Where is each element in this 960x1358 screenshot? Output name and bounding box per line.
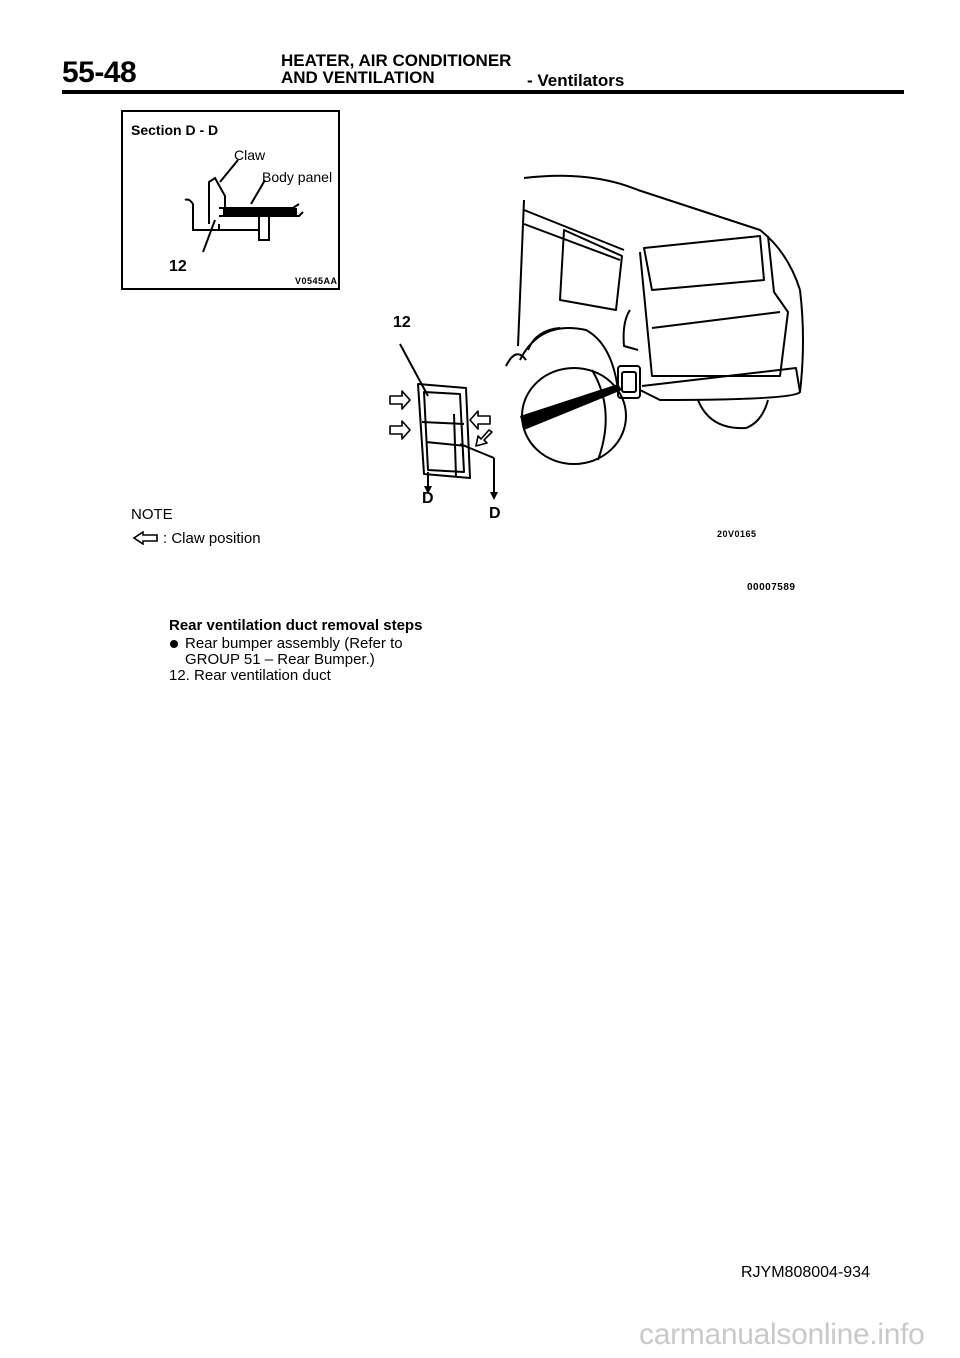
vehicle-rear-illustration (360, 160, 820, 530)
section-drawing (123, 112, 338, 288)
page-number: 55-48 (62, 56, 137, 89)
main-figure-code: 20V0165 (717, 529, 757, 539)
bullet-icon (170, 640, 178, 648)
section-marker-d-left: D (422, 490, 434, 507)
inset-figure-code: V0545AA (295, 276, 338, 286)
figure-id: 00007589 (747, 582, 796, 593)
inset-part-label: 12 (169, 258, 187, 275)
subsection-title: - Ventilators (527, 71, 625, 90)
section-title-line2: AND VENTILATION (281, 68, 435, 87)
steps-title: Rear ventilation duct removal steps (169, 617, 423, 634)
section-inset (121, 110, 340, 290)
step-item-1-line2: GROUP 51 – Rear Bumper.) (185, 651, 375, 668)
claw-label: Claw (234, 147, 266, 163)
main-part-label: 12 (393, 314, 411, 331)
claw-legend-text: : Claw position (163, 530, 261, 547)
section-marker-d-right: D (489, 505, 501, 522)
step-item-1-line1: Rear bumper assembly (Refer to (185, 635, 403, 652)
document-code: RJYM808004-934 (741, 1264, 870, 1281)
watermark: carmanualsonline.info (639, 1318, 925, 1351)
claw-arrow-icon (131, 531, 161, 545)
section-title-line1: HEATER, AIR CONDITIONER (281, 51, 512, 70)
inset-title: Section D - D (131, 122, 219, 138)
note-heading: NOTE (131, 506, 173, 523)
step-item-2: 12. Rear ventilation duct (169, 667, 331, 684)
body-panel-label: Body panel (262, 169, 333, 185)
header-rule (62, 90, 904, 94)
